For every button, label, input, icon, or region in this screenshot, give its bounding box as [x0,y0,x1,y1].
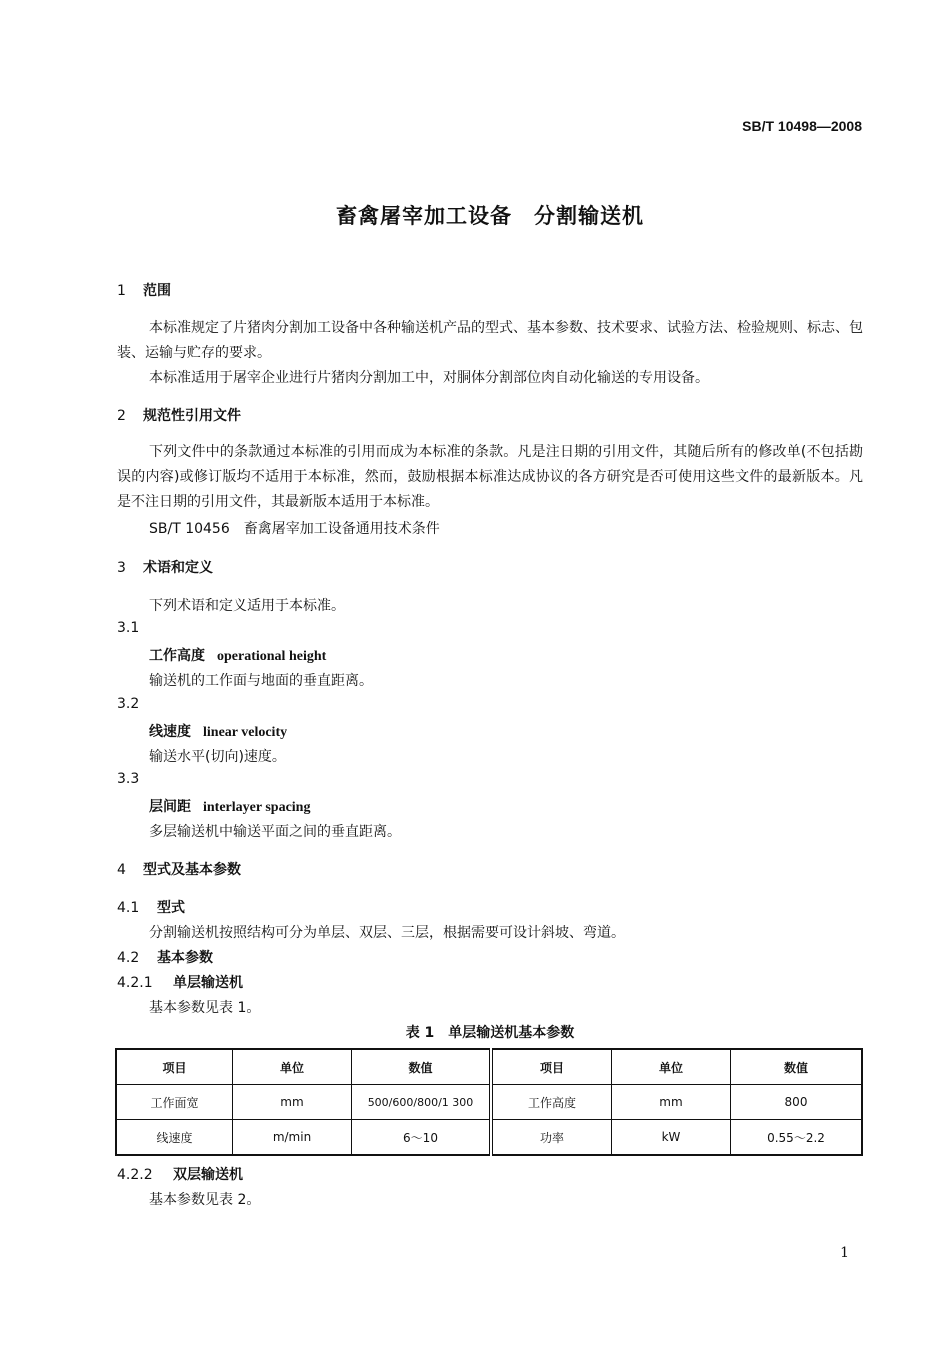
normative-reference: SB/T 10456 畜禽屠宰加工设备通用技术条件 [149,521,440,537]
table-row [116,1120,862,1156]
standard-code: SB/T 10498—2008 [742,118,862,134]
section-number: 3 [117,560,126,576]
table-cell: 线速度 [116,1120,233,1156]
term-number: 3.1 [117,620,140,636]
section-number: 2 [117,408,126,424]
term-en: operational height [217,649,327,664]
term-cn: 工作高度 [149,648,205,664]
table-cell: kW [612,1120,731,1156]
table-cell: mm [612,1085,731,1120]
table-header-cell: 单位 [612,1049,731,1085]
subsection-4-1-heading [117,897,185,917]
table-cell: 6～10 [352,1120,492,1156]
table-1 [115,1048,863,1156]
section-1-heading [117,280,171,300]
subsection-title: 双层输送机 [173,1167,243,1183]
section-1-paragraph-1: 本标准规定了片猪肉分割加工设备中各种输送机产品的型式、基本参数、技术要求、试验方法、检验规则、标志、包装、运输与贮存的要求。 [117,320,863,361]
page-number: 1 [840,1245,849,1261]
section-3-heading [117,557,213,577]
table-header-cell: 数值 [352,1049,492,1085]
section-title: 术语和定义 [143,560,213,576]
section-title: 型式及基本参数 [143,862,241,878]
table-cell: 0.55～2.2 [731,1120,863,1156]
table-header-cell: 项目 [116,1049,233,1085]
table-cell: 工作高度 [491,1085,612,1120]
term-cn: 线速度 [149,724,191,740]
table-1-caption: 表 1 单层输送机基本参数 [405,1025,575,1041]
subsection-number: 4.2 [117,950,140,966]
section-number: 1 [117,283,126,299]
section-title: 规范性引用文件 [143,408,241,424]
section-2-paragraph: 下列文件中的条款通过本标准的引用而成为本标准的条款。凡是注日期的引用文件，其随后所有的修改单(不包括勘误的内容)或修订版均不适用于本标准，然而，鼓励根据本标准达成协议的各方研究是否可使用这些文件的最新版本。凡是不注日期的引用文件，其最新版本适用于本标准。 [117,444,863,510]
subsection-4-2-2-paragraph: 基本参数见表 2。 [149,1192,261,1208]
subsection-title: 基本参数 [157,950,213,966]
table-header-cell: 单位 [233,1049,352,1085]
table-header-row [116,1049,862,1085]
subsection-number: 4.2.1 [117,975,153,991]
term-name [149,721,287,741]
section-1-paragraph-2: 本标准适用于屠宰企业进行片猪肉分割加工中，对胴体分割部位肉自动化输送的专用设备。 [149,370,709,386]
subsection-4-2-1-heading [117,972,243,992]
subsection-title: 单层输送机 [173,975,243,991]
term-name [149,796,310,816]
subsection-4-2-1-paragraph: 基本参数见表 1。 [149,1000,261,1016]
subsection-4-2-heading [117,947,213,967]
subsection-number: 4.2.2 [117,1167,153,1183]
table-header-cell: 数值 [731,1049,863,1085]
table-cell: 500/600/800/1 300 [352,1085,492,1120]
section-title: 范围 [143,283,171,299]
table-cell: 工作面宽 [116,1085,233,1120]
subsection-number: 4.1 [117,900,140,916]
term-number: 3.3 [117,771,140,787]
table-cell: 功率 [491,1120,612,1156]
table-cell: 800 [731,1085,863,1120]
table-row [116,1085,862,1120]
term-en: linear velocity [203,725,288,740]
subsection-title: 型式 [157,900,185,916]
table-header-cell: 项目 [491,1049,612,1085]
term-name [149,645,326,665]
term-definition: 输送水平(切向)速度。 [149,749,286,765]
table-cell: m/min [233,1120,352,1156]
document-title: 畜禽屠宰加工设备 分割输送机 [336,204,644,228]
term-definition: 输送机的工作面与地面的垂直距离。 [149,673,373,689]
section-2-heading [117,405,241,425]
term-cn: 层间距 [149,799,191,815]
subsection-4-2-2-heading [117,1164,243,1184]
table-cell: mm [233,1085,352,1120]
subsection-4-1-paragraph: 分割输送机按照结构可分为单层、双层、三层，根据需要可设计斜坡、弯道。 [149,925,625,941]
section-number: 4 [117,862,126,878]
term-definition: 多层输送机中输送平面之间的垂直距离。 [149,824,401,840]
term-number: 3.2 [117,696,140,712]
section-3-intro: 下列术语和定义适用于本标准。 [149,598,345,614]
term-en: interlayer spacing [203,800,311,815]
section-4-heading [117,859,241,879]
